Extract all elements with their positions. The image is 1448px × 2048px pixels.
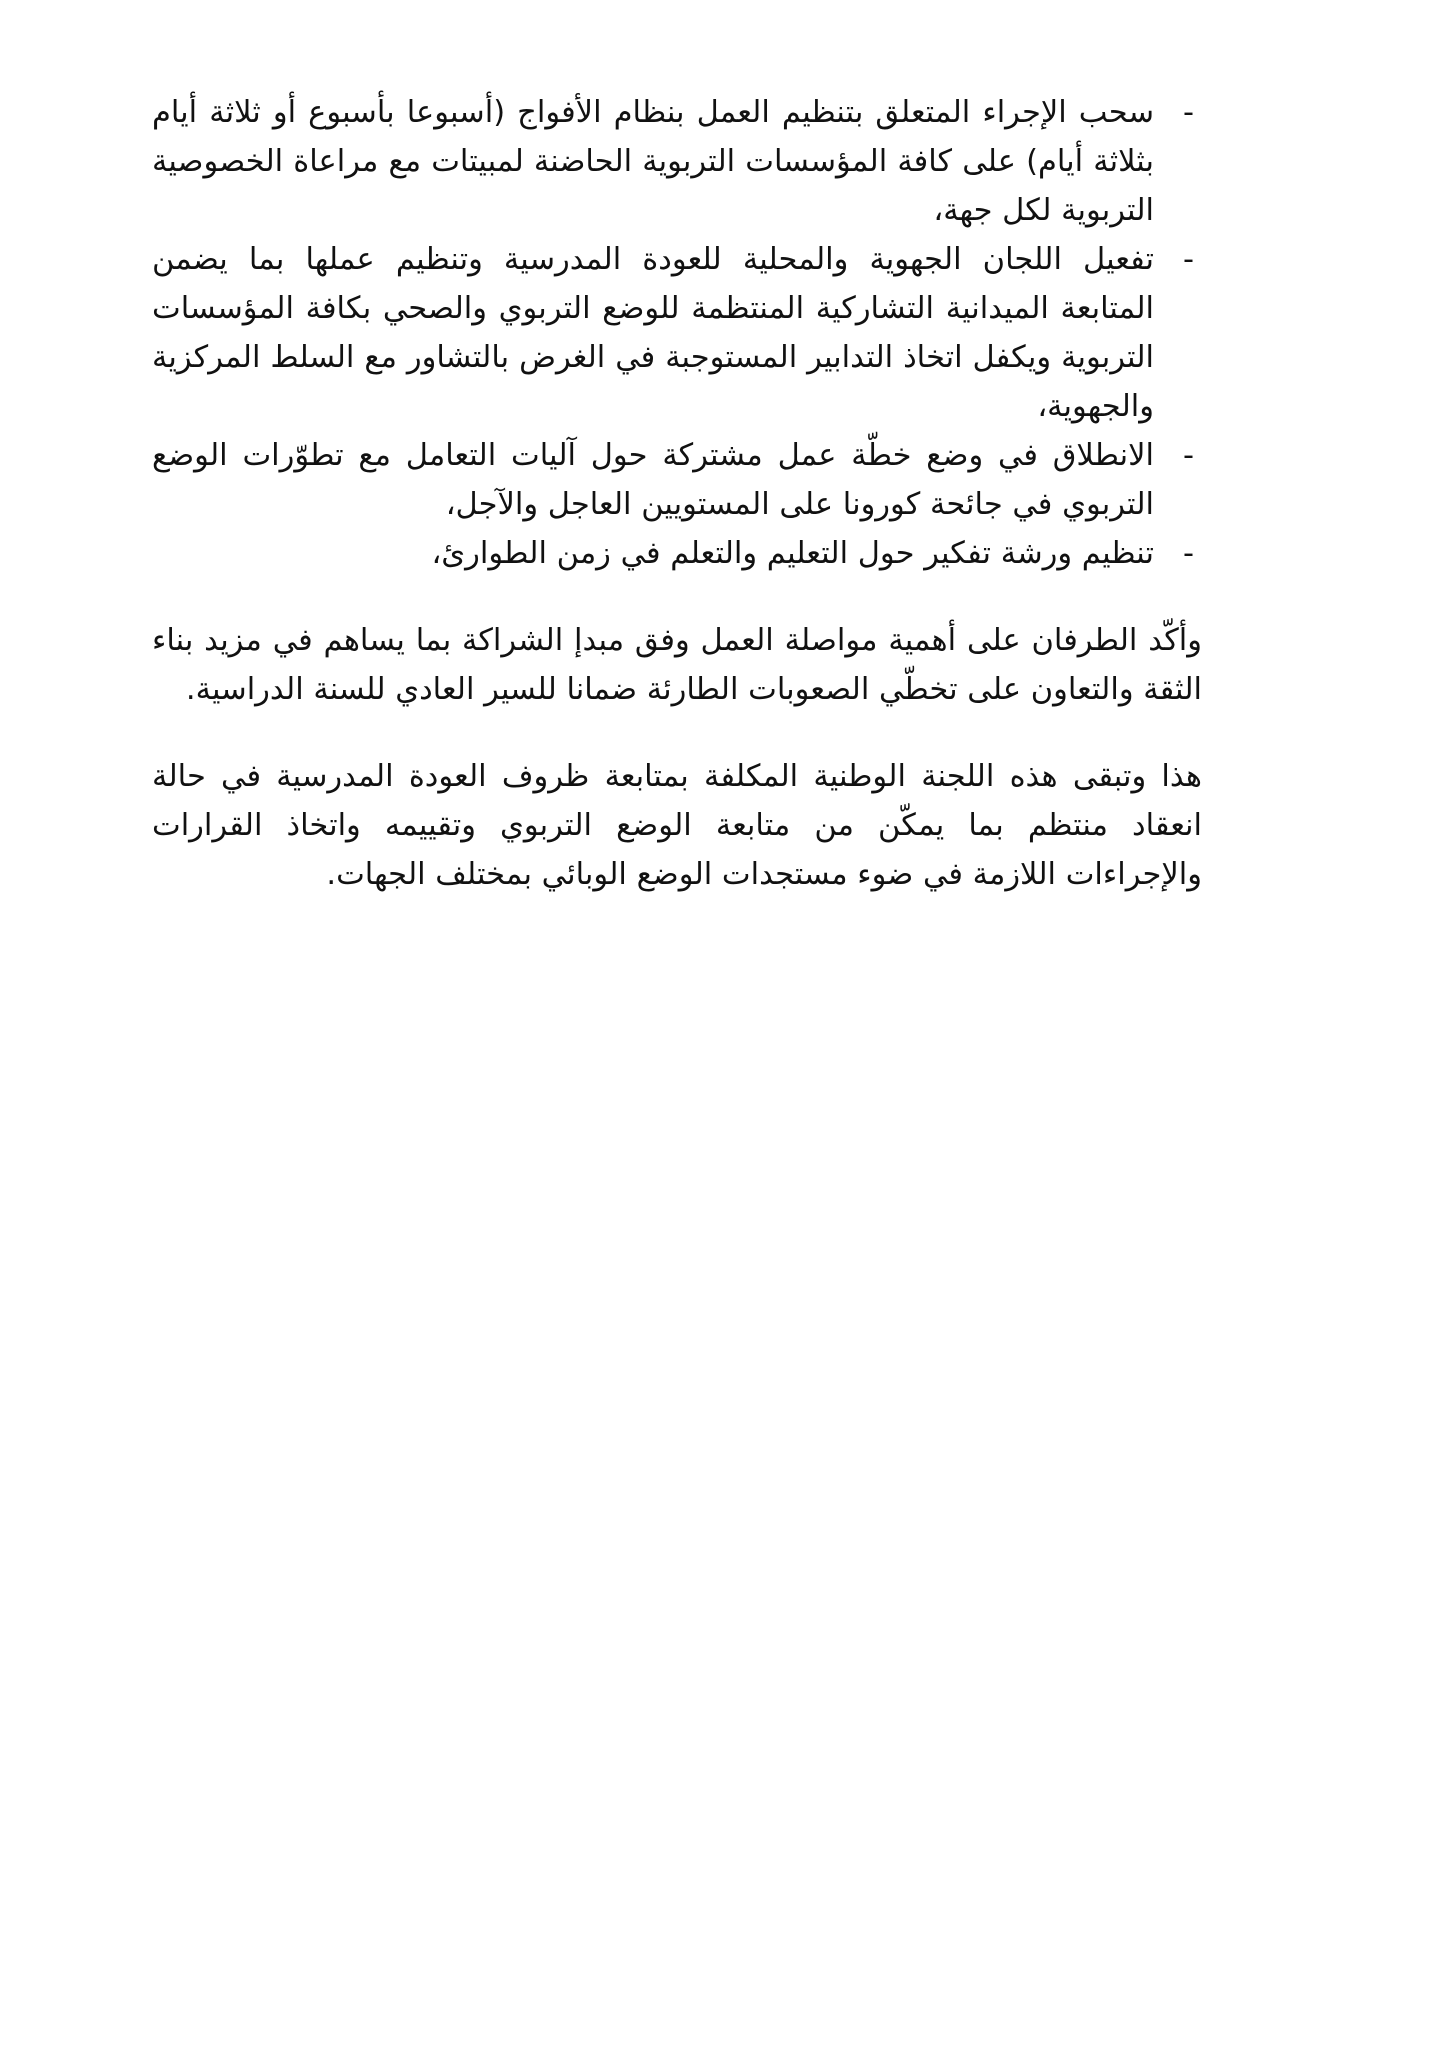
bullet-dash: - — [1182, 95, 1194, 130]
list-item — [152, 235, 1202, 431]
list-item — [152, 431, 1202, 529]
list-item — [152, 529, 1202, 578]
paragraph-committee: هذا وتبقى هذه اللجنة الوطنية المكلفة بمتابعة ظروف العودة المدرسية في حالة انعقاد منتظم بما يمكّن من متابعة الوضع التربوي وتقييمه واتخاذ القرارات والإجراءات اللازمة في ضوء مستجدات الوضع الوبائي بمختلف الجهات. — [152, 759, 1202, 892]
bullet-dash: - — [1182, 242, 1194, 277]
paragraph-confirmation: وأكّد الطرفان على أهمية مواصلة العمل وفق مبدإ الشراكة بما يساهم في مزيد بناء الثقة والتعاون على تخطّي الصعوبات الطارئة ضمانا للسير العادي للسنة الدراسية. — [152, 623, 1202, 707]
list-item — [152, 88, 1202, 235]
bullet-dash: - — [1182, 536, 1194, 571]
bullet-dash: - — [1182, 438, 1194, 473]
bullet-list — [152, 88, 1202, 578]
list-item-text: تنظيم ورشة تفكير حول التعليم والتعلم في زمن الطوارئ، — [431, 536, 1154, 571]
list-item-text: سحب الإجراء المتعلق بتنظيم العمل بنظام الأفواج (أسبوعا بأسبوع أو ثلاثة أيام بثلاثة أيام) على كافة المؤسسات التربوية الحاضنة لمبيتات مع مراعاة الخصوصية التربوية لكل جهة، — [152, 95, 1154, 228]
list-item-text: تفعيل اللجان الجهوية والمحلية للعودة المدرسية وتنظيم عملها بما يضمن المتابعة الميدانية التشاركية المنتظمة للوضع التربوي والصحي بكافة المؤسسات التربوية ويكفل اتخاذ التدابير المستوجبة في الغرض بالتشاور مع السلط المركزية والجهوية، — [152, 242, 1154, 424]
list-item-text: الانطلاق في وضع خطّة عمل مشتركة حول آليات التعامل مع تطوّرات الوضع التربوي في جائحة كورونا على المستويين العاجل والآجل، — [152, 438, 1154, 522]
document-body — [152, 88, 1202, 899]
